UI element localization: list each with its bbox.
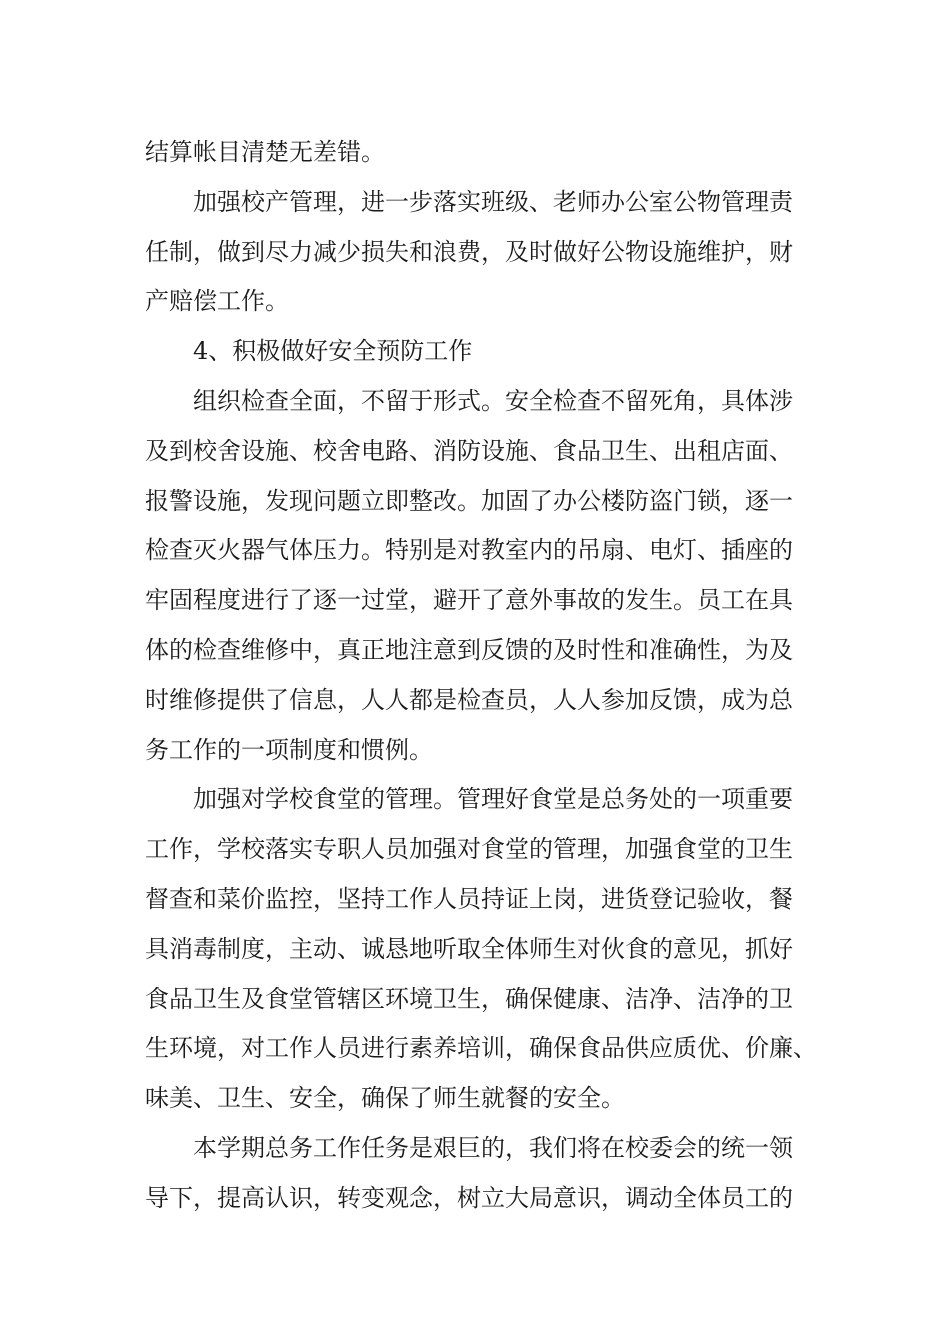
text-line: 具消毒制度，主动、诚恳地听取全体师生对伙食的意见，抓好 [145, 934, 793, 963]
text-line: 牢固程度进行了逐一过堂，避开了意外事故的发生。员工在具 [145, 586, 793, 615]
text-line: 及到校舍设施、校舍电路、消防设施、食品卫生、出租店面、 [145, 436, 793, 465]
text-line: 工作，学校落实专职人员加强对食堂的管理，加强食堂的卫生 [145, 835, 793, 864]
text-line: 加强对学校食堂的管理。管理好食堂是总务处的一项重要 [193, 785, 793, 814]
text-line: 产赔偿工作。 [145, 287, 289, 316]
text-line: 食品卫生及食堂管辖区环境卫生，确保健康、洁净、洁净的卫 [145, 984, 793, 1013]
text-line: 生环境，对工作人员进行素养培训，确保食品供应质优、价廉、 [145, 1034, 817, 1063]
document-body [145, 128, 825, 1224]
text-line: 任制，做到尽力减少损失和浪费，及时做好公物设施维护，财 [145, 237, 793, 266]
text-line: 加强校产管理，进一步落实班级、老师办公室公物管理责 [193, 187, 793, 216]
text-line: 务工作的一项制度和惯例。 [145, 735, 433, 764]
text-line: 导下，提高认识，转变观念，树立大局意识，调动全体员工的 [145, 1183, 793, 1212]
text-line: 报警设施，发现问题立即整改。加固了办公楼防盗门锁，逐一 [145, 486, 793, 515]
text-line: 时维修提供了信息，人人都是检查员，人人参加反馈，成为总 [145, 685, 793, 714]
text-line: 组织检查全面，不留于形式。安全检查不留死角，具体涉 [193, 386, 793, 415]
text-line: 4、积极做好安全预防工作 [193, 337, 473, 366]
text-line: 结算帐目清楚无差错。 [145, 138, 385, 166]
text-line: 督查和菜价监控，坚持工作人员持证上岗，进货登记验收，餐 [145, 884, 793, 913]
text-line: 味美、卫生、安全，确保了师生就餐的安全。 [145, 1084, 625, 1113]
text-line: 本学期总务工作任务是艰巨的，我们将在校委会的统一领 [193, 1133, 793, 1162]
text-line: 检查灭火器气体压力。特别是对教室内的吊扇、电灯、插座的 [145, 536, 793, 565]
text-line: 体的检查维修中，真正地注意到反馈的及时性和准确性，为及 [145, 635, 793, 664]
